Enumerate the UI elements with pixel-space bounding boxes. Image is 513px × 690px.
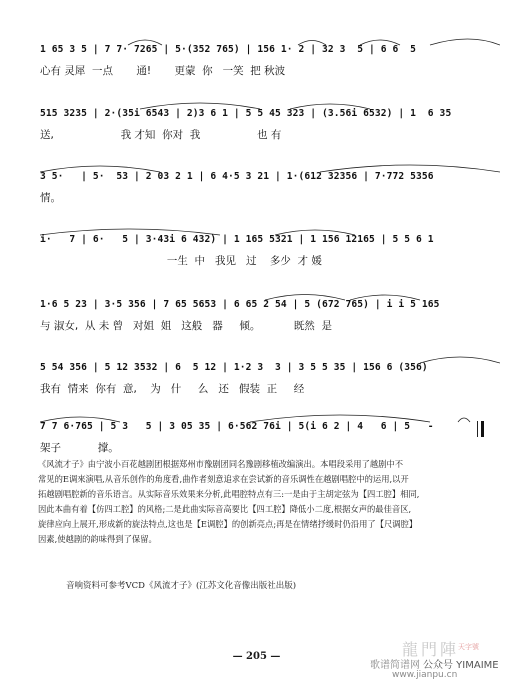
final-barline-thin bbox=[477, 421, 478, 437]
notation-line: 515 3235 | 2·(35i 6543 | 2)3 6 1 | 5 5 45 323 | (3.56i 6532) | 1 6 35 bbox=[40, 108, 452, 119]
page-number: — 205 — bbox=[232, 651, 281, 662]
lyrics-line: 送, 我 才知 你对 我 也 有 bbox=[40, 129, 282, 141]
lyrics-line: 情。 bbox=[40, 192, 61, 204]
watermark-logo-tag: 天字號 bbox=[458, 643, 479, 651]
score-system-1 bbox=[0, 33, 513, 81]
lyrics-line: 与 淑女, 从 未 曾 对姐 姐 这般 器 倾。 既然 是 bbox=[40, 320, 332, 332]
notation-line: 5 54 356 | 5 12 3532 | 6 5 12 | 1·2 3 3 | 3 5 5 35 | 156 6 (356) bbox=[40, 362, 428, 373]
watermark-brand: 公众号 YIMAIME bbox=[423, 660, 499, 671]
score-system-3 bbox=[0, 160, 513, 208]
commentary-text bbox=[38, 457, 483, 547]
lyrics-line: 架子 撑。 bbox=[40, 442, 119, 454]
commentary-line: 因此本曲有着【仿四工腔】的风格;二是此曲实际音高要比【四工腔】降低小二度,根据女声的最佳音区, bbox=[38, 504, 412, 514]
score-system-4 bbox=[0, 223, 513, 271]
score-system-7 bbox=[0, 410, 513, 456]
lyrics-line: 我有 情来 你有 意, 为 什 么 还 假装 正 经 bbox=[40, 383, 305, 395]
score-system-6 bbox=[0, 351, 513, 399]
watermark-url: www.jianpu.cn bbox=[392, 670, 458, 680]
audio-reference-note: 音响资料可参考VCD《风流才子》(江苏文化音像出版社出版) bbox=[66, 581, 297, 591]
final-barline bbox=[481, 421, 484, 437]
score-system-5 bbox=[0, 288, 513, 336]
notation-line: 7 7 6·765 | 5 3 5 | 3 05 35 | 6·562 76i | 5(i 6 2 | 4 6 | 5 - bbox=[40, 421, 434, 432]
commentary-line: 拓越剧唱腔新的音乐语言。从实际音乐效果来分析,此唱腔特点有三:一是由于主胡定弦为【四工腔】相同, bbox=[38, 489, 420, 499]
watermark-logo: 龍門陣 bbox=[402, 640, 460, 659]
score-system-2 bbox=[0, 97, 513, 145]
notation-line: 3 5· | 5· 53 | 2 03 2 1 | 6 4·5 3 21 | 1·(612 32356 | 7·772 5356 bbox=[40, 171, 434, 182]
notation-line: 1 65 3 5 | 7 7· 7265 | 5·(352 765) | 156 1· 2 | 32 3 5 | 6 6 5 bbox=[40, 44, 417, 55]
commentary-line: 旋律应向上展开,形成新的旋法特点,这也是【E调腔】的创新亮点;再是在情绪抒缓时仍沿用了【尺调腔】 bbox=[38, 519, 418, 529]
commentary-line: 因素,使越剧的韵味得到了保留。 bbox=[38, 534, 157, 544]
lyrics-line: 心有 灵犀 一点 通! 更蒙 你 一笑 把 秋波 bbox=[40, 65, 286, 77]
lyrics-line: 一生 中 我见 过 多少 才 媛 bbox=[40, 255, 322, 267]
commentary-line: 《风流才子》由宁波小百花越剧团根据郑州市豫剧团同名豫剧移植改编演出。本唱段采用了越剧中不 bbox=[38, 459, 404, 469]
notation-line: 1·6 5 23 | 3·5 356 | 7 65 5653 | 6 65 2 54 | 5 (672 765) | i i 5 165 bbox=[40, 299, 440, 310]
commentary-line: 常见的E调來演唱,从音乐创作的角度看,曲作者刻意追求在尝试新的音乐调性在越剧唱腔中的运用,以开 bbox=[38, 474, 409, 484]
notation-line: i· 7 | 6· 5 | 3·43i 6 432) | 1 165 5321 | 1 156 12165 | 5 5 6 1 bbox=[40, 234, 434, 245]
watermark-site-label: 歌谱简谱网 bbox=[370, 660, 420, 671]
